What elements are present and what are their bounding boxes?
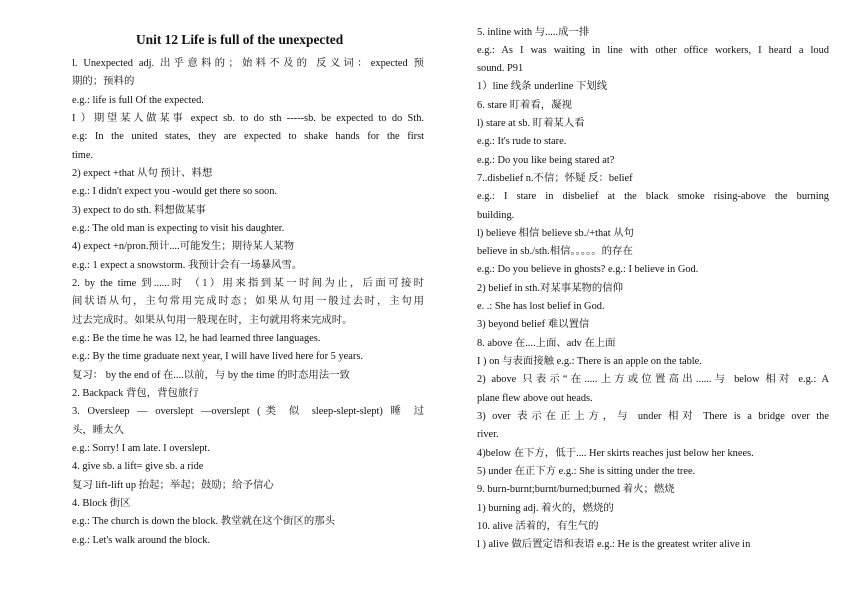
text-line: e.g.: Sorry! I am late. I overslept. (72, 443, 210, 454)
text-line: 4. Block 街区 (72, 498, 131, 509)
text-line: e.g.: 1 expect a snowstorm. 我预计会有一场暴风雪。 (72, 260, 303, 271)
text-line: 6. stare 盯着看，凝视 (477, 100, 572, 111)
text-line: 4)below 在下方，低于.... Her skirts reaches just below her knees. (477, 448, 754, 459)
text-line: 10. alive 活着的，有生气的 (477, 521, 599, 532)
text-line: believe in sb./sth.相信。。。。。的存在 (477, 246, 633, 257)
text-line: 8. above 在....上面、adv 在上面 (477, 338, 616, 349)
text-line: 3. Oversleep — overslept —overslept (类 似 sleep-slept-slept) 睡 过 (72, 406, 424, 417)
text-line: e.g.: life is full Of the expected. (72, 95, 204, 106)
text-line: e.g.: Do you believe in ghosts? e.g.: I believe in God. (477, 264, 699, 275)
text-line: 4. give sb. a lift= give sb. a ride (72, 461, 204, 472)
text-line: l) believe 相信 believe sb./+that 从句 (477, 228, 635, 239)
document-title: Unit 12 Life is full of the unexpected (136, 32, 344, 47)
text-line: 2) above 只表示“在.....上方或位置高出......与 below 相对 e.g.: A (477, 374, 829, 385)
text-line: 间状语从句，主句常用完成时态；如果从句用一般过去时，主句用 (72, 296, 424, 307)
text-line: 过去完成时。如果从句用一般现在时，主句就用将来完成时。 (72, 315, 353, 326)
text-line: e.g.: The church is down the block. 教堂就在这个街区的那头 (72, 516, 336, 527)
text-line: e.g.: By the time graduate next year, I will have lived here for 5 years. (72, 351, 363, 362)
text-line: 9. burn-burnt;burnt/burned;burned 着火；燃烧 (477, 484, 675, 495)
text-line: 3) expect to do sth. 料想做某事 (72, 205, 206, 216)
text-line: e.g.: I didn't expect you -would get there so soon. (72, 186, 278, 197)
text-line: 头，睡太久 (72, 425, 124, 436)
text-line: plane flew above out heads. (477, 393, 593, 404)
text-line: e.g.: Do you like being stared at? (477, 155, 615, 166)
text-line: 1) burning adj. 着火的，燃烧的 (477, 503, 614, 514)
text-line: 2) expect +that 从句 预计、料想 (72, 168, 213, 179)
text-line: e.g.: I stare in disbelief at the black smoke rising-above the burning (477, 191, 829, 202)
text-line: 2. by the time 到......时 （1）用来指到某一时间为止，后面可接时 (72, 278, 424, 289)
text-line: I ）期望某人做某事 expect sb. to do sth -----sb. be expected to do Sth. (72, 113, 424, 124)
text-line: 3) beyond belief 难以置信 (477, 319, 590, 330)
text-line: e.g.: The old man is expecting to visit his daughter. (72, 223, 285, 234)
text-line: e.g.: Let's walk around the block. (72, 535, 211, 546)
text-line: 复习： by the end of 在....以前，与 by the time 的时态用法一致 (72, 370, 350, 381)
text-line: 5. inline with 与.....成一排 (477, 27, 590, 38)
text-line: l. Unexpected adj. 出乎意料的；始料不及的 反义词：expected 预 (72, 58, 424, 69)
text-line: 2) belief in sth.对某事某物的信仰 (477, 283, 624, 294)
text-line: e.g.: As I was waiting in line with other office workers, I heard a loud (477, 45, 829, 56)
text-line: l) stare at sb. 盯着某人看 (477, 118, 585, 129)
text-line: e. .: She has lost belief in God. (477, 301, 605, 312)
text-line: building. (477, 210, 515, 221)
text-line: 5) under 在正下方 e.g.: She is sitting under the tree. (477, 466, 696, 477)
text-line: I ) on 与表面接触 e.g.: There is an apple on the table. (477, 356, 702, 367)
text-line: 2. Backpack 背包，背包旅行 (72, 388, 199, 399)
text-line: e.g: In the united states, they are expected to shake hands for the first (72, 131, 424, 142)
text-line: 复习 lift-lift up 抬起；举起；鼓励；给予信心 (72, 480, 274, 491)
text-line: 1）line 线条 underline 下划线 (477, 81, 608, 92)
text-line: time. (72, 150, 94, 161)
text-line: e.g.: Be the time he was 12, he had learned three languages. (72, 333, 321, 344)
text-line: 3) over 表示在正上方，与 under 相对 There is a bridge over the (477, 411, 829, 422)
text-line: 7..disbelief n.不信；怀疑 反：belief (477, 173, 633, 184)
text-line: e.g.: It's rude to stare. (477, 136, 567, 147)
text-line: river. (477, 429, 499, 440)
text-line: l ) alive 做后置定语和表语 e.g.: He is the greatest writer alive in (477, 539, 751, 550)
text-line: 4) expect +n/pron.预计....可能发生；期待某人某物 (72, 241, 295, 252)
text-line: sound. P91 (477, 63, 524, 74)
text-line: 期的；预料的 (72, 76, 135, 87)
